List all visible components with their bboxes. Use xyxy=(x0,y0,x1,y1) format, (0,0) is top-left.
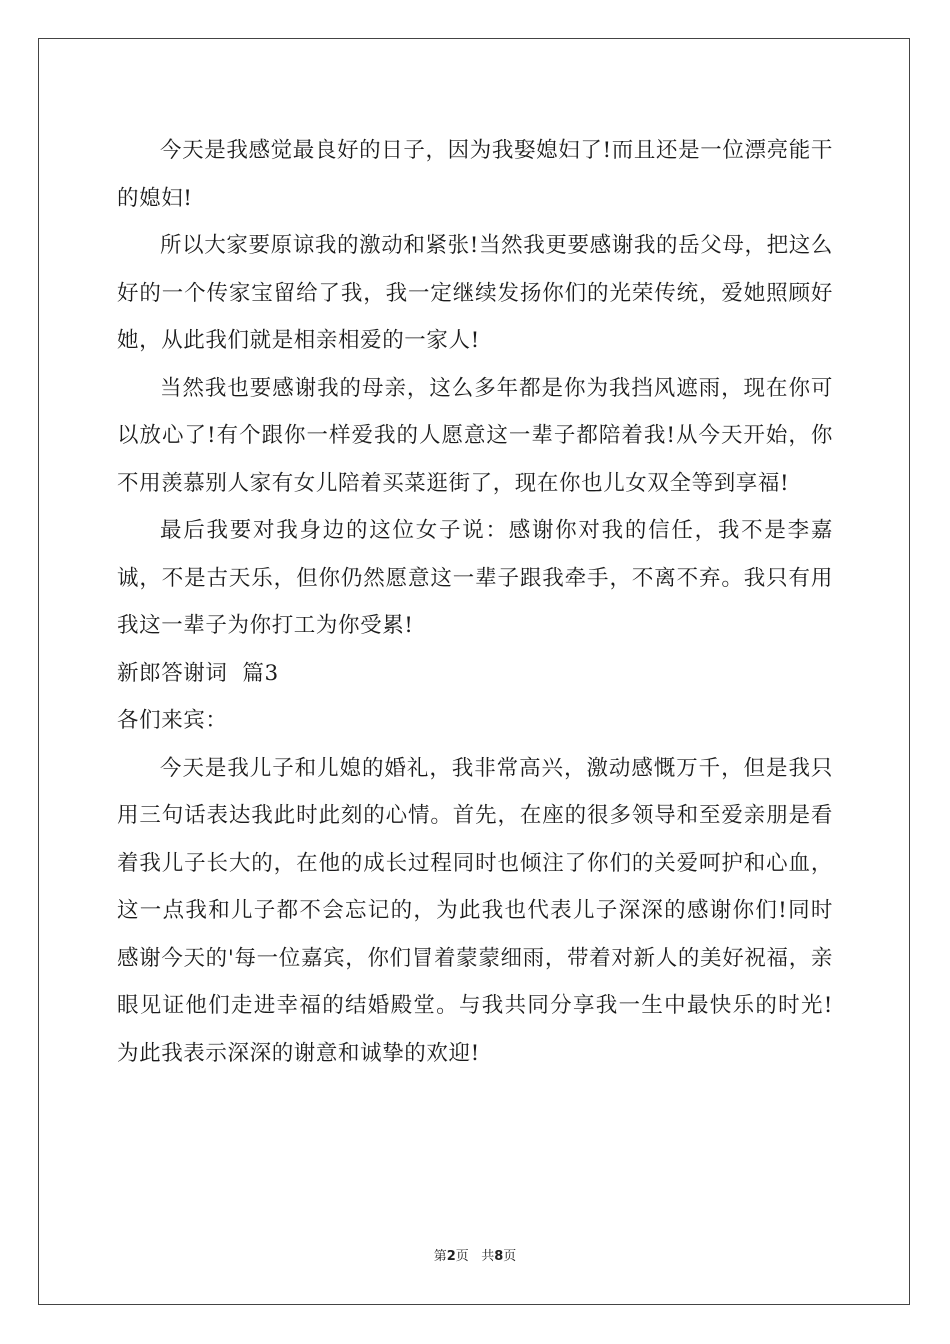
salutation: 各们来宾： xyxy=(117,708,228,733)
paragraph: 今天是我感觉最良好的日子，因为我娶媳妇了!而且还是一位漂亮能干的媳妇! xyxy=(117,138,833,211)
paragraph: 今天是我儿子和儿媳的婚礼，我非常高兴，激动感慨万千，但是我只用三句话表达我此时此刻的心情。首先，在座的很多领导和至爱亲朋是看着我儿子长大的，在他的成长过程同时也倾注了你们的关爱呵护和心血，这一点我和儿子都不会忘记的，为此我也代表儿子深深的感谢你们!同时感谢今天的'每一位嘉宾，你们冒着蒙蒙细雨，带着对新人的美好祝福，亲眼见证他们走进幸福的结婚殿堂。与我共同分享我一生中最快乐的时光!为此我表示深深的谢意和诚挚的欢迎! xyxy=(117,755,833,1066)
footer-total-pages: 8 xyxy=(494,1249,504,1264)
paragraph: 最后我要对我身边的这位女子说：感谢你对我的信任，我不是李嘉诚，不是古天乐，但你仍然愿意这一辈子跟我牵手，不离不弃。我只有用我这一辈子为你打工为你受累! xyxy=(117,518,833,638)
section-heading: 新郎答谢词 篇3 xyxy=(117,660,279,686)
footer-suffix: 页 xyxy=(503,1249,517,1264)
page-footer xyxy=(0,1245,950,1264)
footer-prefix: 第 xyxy=(433,1249,447,1264)
document-body xyxy=(117,127,833,1077)
footer-mid: 页 共 xyxy=(455,1249,495,1264)
paragraph: 当然我也要感谢我的母亲，这么多年都是你为我挡风遮雨，现在你可以放心了!有个跟你一样爱我的人愿意这一辈子都陪着我!从今天开始，你不用羡慕别人家有女儿陪着买菜逛街了，现在你也儿女双全等到享福! xyxy=(117,375,833,496)
paragraph: 所以大家要原谅我的激动和紧张!当然我更要感谢我的岳父母，把这么好的一个传家宝留给了我，我一定继续发扬你们的光荣传统，爱她照顾好她，从此我们就是相亲相爱的一家人! xyxy=(117,233,833,353)
footer-current-page: 2 xyxy=(446,1249,456,1264)
